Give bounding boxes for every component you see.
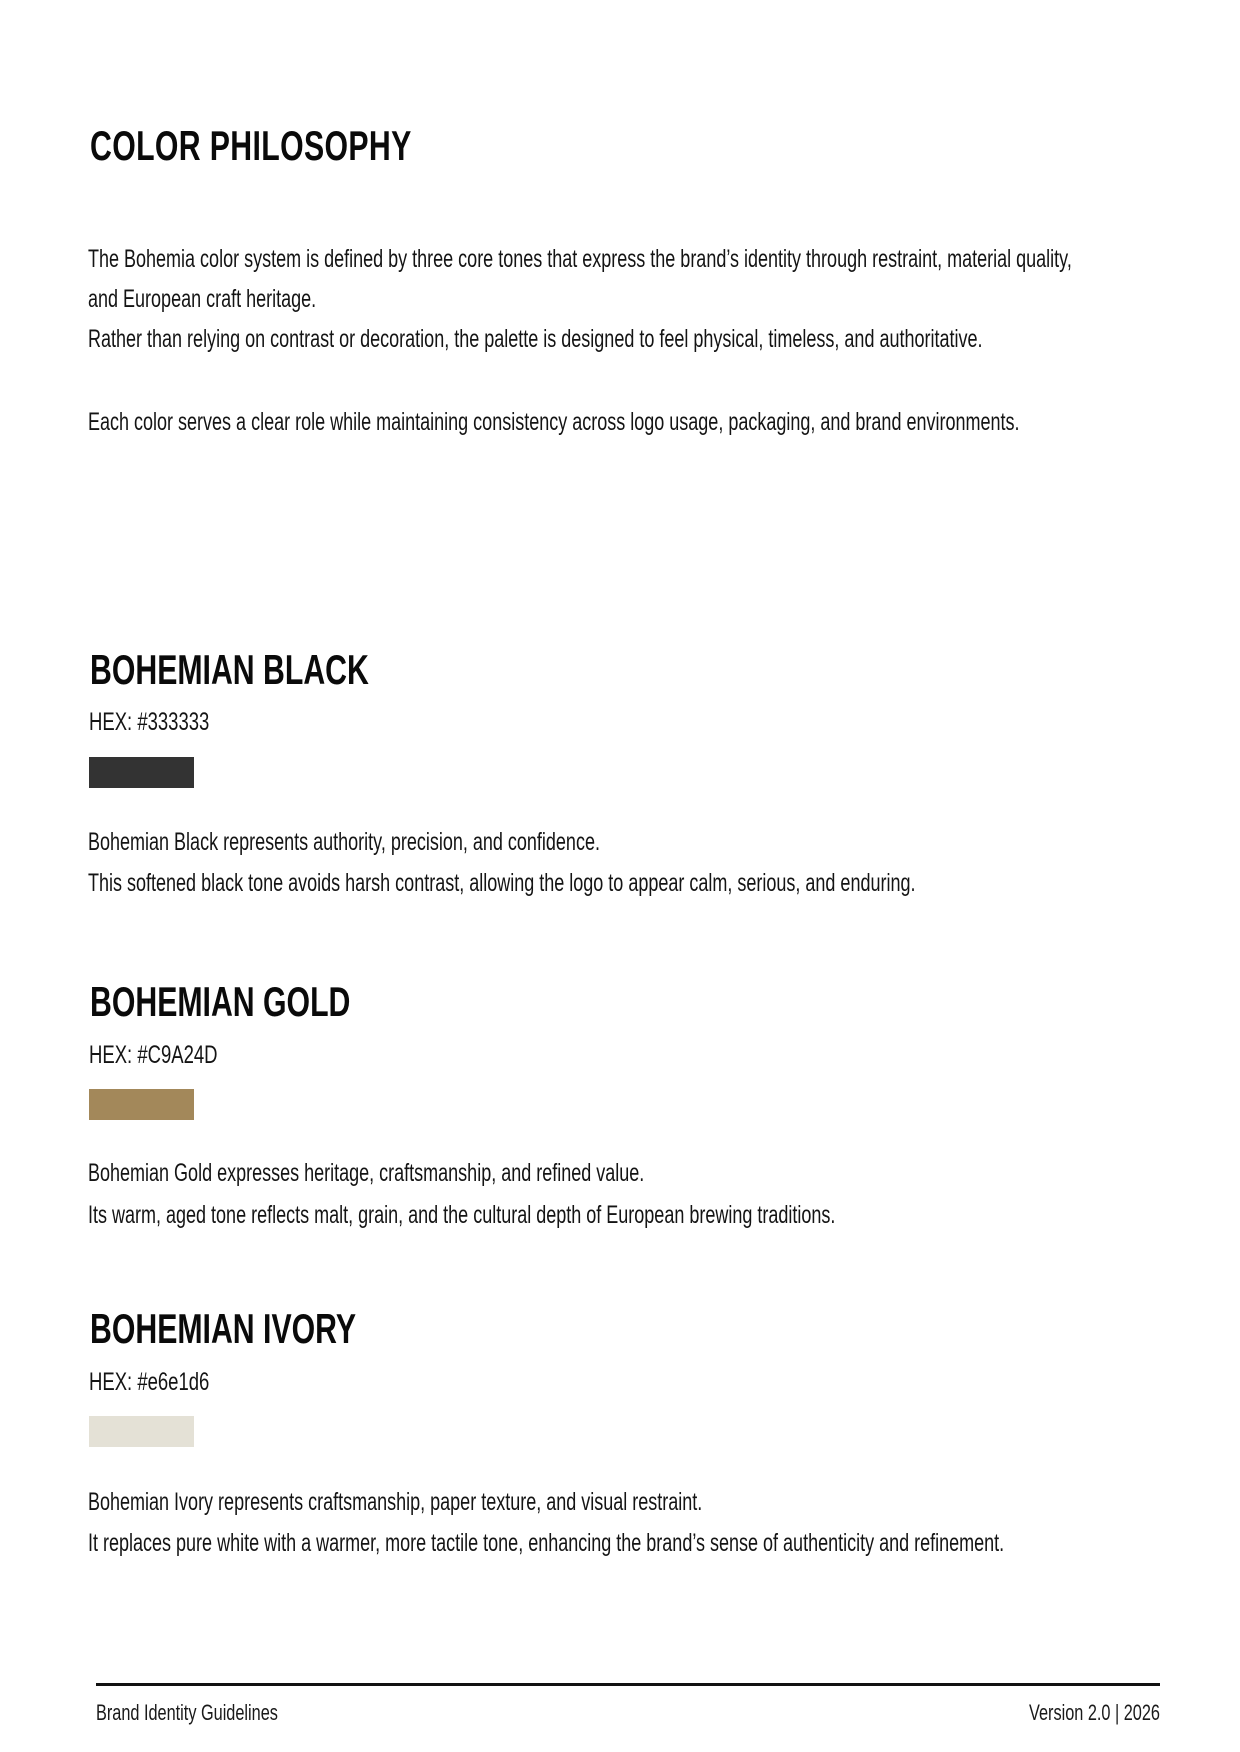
page-title bbox=[90, 124, 537, 168]
color-description-line-1 bbox=[88, 827, 799, 857]
description-text: Bohemian Black represents authority, precision, and confidence. bbox=[88, 828, 600, 856]
color-swatch-ivory bbox=[89, 1416, 194, 1447]
description-text: This softened black tone avoids harsh contrast, allowing the logo to appear calm, serious, and enduring. bbox=[88, 869, 916, 897]
description-text: Its warm, aged tone reflects malt, grain, and the cultural depth of European brewing traditions. bbox=[88, 1201, 836, 1229]
hex-label-text: HEX: #333333 bbox=[89, 708, 210, 736]
intro-closing-text: Each color serves a clear role while maintaining consistency across logo usage, packaging, and brand environments. bbox=[88, 408, 1020, 436]
color-name bbox=[90, 980, 452, 1024]
color-description-line-1 bbox=[88, 1487, 941, 1517]
hex-label bbox=[89, 1367, 252, 1397]
color-name-text: BOHEMIAN IVORY bbox=[90, 1305, 357, 1352]
intro-text: Rather than relying on contrast or decoration, the palette is designed to feel physical, timeless, and authoritative. bbox=[88, 325, 983, 353]
description-text: It replaces pure white with a warmer, more tactile tone, enhancing the brand’s sense of authenticity and refinement. bbox=[88, 1529, 1005, 1557]
color-description-line-2 bbox=[88, 868, 1237, 898]
color-name-text: BOHEMIAN BLACK bbox=[90, 646, 369, 693]
hex-label bbox=[89, 1040, 263, 1070]
color-name-text: BOHEMIAN GOLD bbox=[90, 978, 351, 1025]
description-text: Bohemian Gold expresses heritage, craftsmanship, and refined value. bbox=[88, 1159, 645, 1187]
footer-left-label bbox=[96, 1700, 342, 1726]
intro-line-2 bbox=[88, 284, 405, 314]
intro-line-3 bbox=[88, 324, 1240, 354]
footer-divider bbox=[96, 1683, 1160, 1686]
page-title-text: COLOR PHILOSOPHY bbox=[90, 122, 412, 169]
footer-left-text: Brand Identity Guidelines bbox=[96, 1700, 278, 1725]
hex-label bbox=[89, 707, 252, 737]
intro-line-1 bbox=[88, 244, 1240, 274]
intro-text: The Bohemia color system is defined by three core tones that express the brand’s identity through restraint, material quality, bbox=[88, 245, 1072, 273]
footer-version-label bbox=[983, 1700, 1160, 1726]
hex-label-text: HEX: #C9A24D bbox=[89, 1041, 218, 1069]
color-name bbox=[90, 1307, 459, 1351]
color-swatch-gold bbox=[89, 1089, 194, 1120]
description-text: Bohemian Ivory represents craftsmanship, paper texture, and visual restraint. bbox=[88, 1488, 703, 1516]
color-description-line-1 bbox=[88, 1158, 861, 1188]
color-description-line-2 bbox=[88, 1528, 1240, 1558]
color-swatch-black bbox=[89, 757, 194, 788]
color-name bbox=[90, 648, 477, 692]
intro-closing bbox=[88, 407, 1240, 437]
footer-right-text: Version 2.0 | 2026 bbox=[1029, 1700, 1160, 1725]
hex-label-text: HEX: #e6e1d6 bbox=[89, 1368, 210, 1396]
color-description-line-2 bbox=[88, 1200, 1126, 1230]
intro-text: and European craft heritage. bbox=[88, 285, 317, 313]
